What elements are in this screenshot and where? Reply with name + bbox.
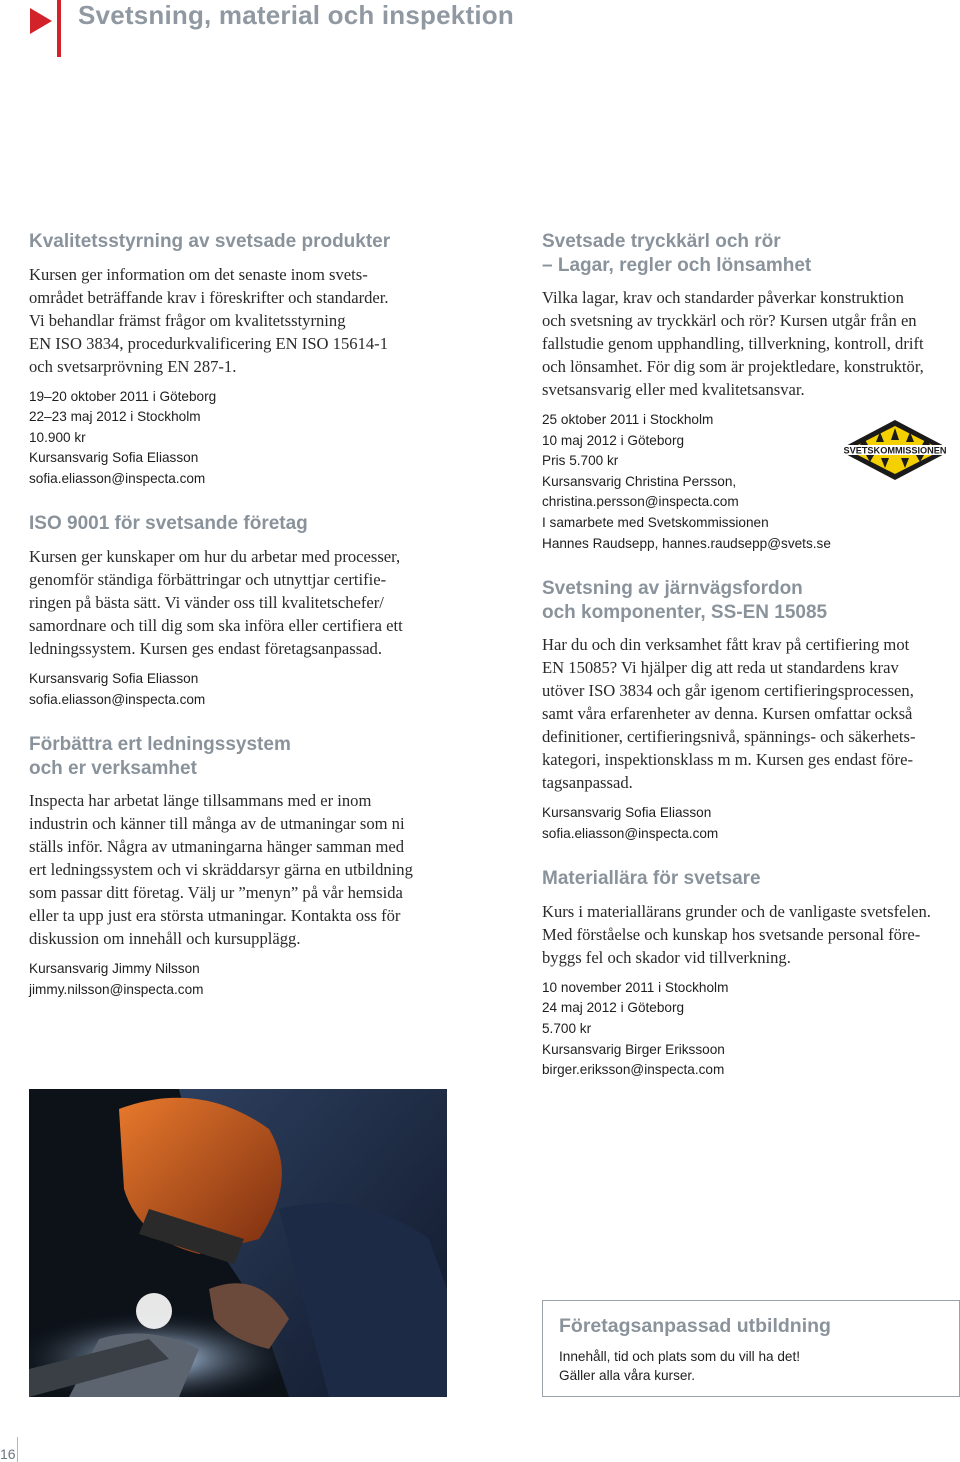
svetskommissionen-logo [830, 418, 960, 482]
info-line: 10.900 kr [29, 429, 86, 445]
course-title-line: Materiallära för svetsare [542, 868, 761, 890]
course-description [542, 633, 960, 794]
description-line: Kursen ger information om det senaste inom svets- [29, 264, 368, 284]
promo-text [559, 1348, 943, 1385]
info-line: Kursansvarig Christina Persson, [542, 473, 737, 489]
info-line: I samarbete med Svetskommissionen [542, 514, 769, 530]
course-title-line: Svetsning av järnvägsfordon [542, 578, 803, 600]
description-line: Inspecta har arbetat länge tillsammans med er inom [29, 791, 372, 811]
course-section [542, 577, 960, 844]
promo-line: Gäller alla våra kurser. [559, 1367, 695, 1383]
course-title-line: Kvalitetsstyrning av svetsade produkter [29, 231, 391, 252]
description-line: området beträffande krav i föreskrifter och standarder. [29, 287, 389, 307]
description-line: Kurs i materiallärans grunder och de vanligaste svetsfelen. [542, 901, 931, 921]
welder-photo-image [29, 1089, 447, 1397]
promo-line: Innehåll, tid och plats som du vill ha det! [559, 1349, 801, 1364]
course-title-line: Svetsade tryckkärl och rör [542, 231, 781, 252]
info-line: jimmy.nilsson@inspecta.com [29, 981, 204, 997]
info-line: 24 maj 2012 i Göteborg [542, 1000, 685, 1016]
description-line: ställs inför. Några av utmaningarna hänger samman med [29, 837, 405, 857]
description-line: genomför ständiga förbättringar och utnyttjar certifie- [29, 569, 387, 589]
course-description [29, 263, 449, 378]
description-line: Med förståelse och kunskap hos svetsande personal före- [542, 924, 921, 944]
info-line: Pris 5.700 kr [542, 453, 619, 469]
description-line: Vi behandlar främst frågor om kvalitetsstyrning [29, 310, 346, 330]
course-section [29, 733, 449, 1000]
course-info [542, 978, 960, 1081]
info-line: 10 maj 2012 i Göteborg [542, 432, 685, 448]
info-line: sofia.eliasson@inspecta.com [29, 470, 206, 486]
description-line: industrin och känner till många av de utmaningar som ni [29, 814, 405, 834]
course-title-line: och komponenter, SS-EN 15085 [542, 601, 828, 623]
course-section [29, 230, 449, 489]
info-line: Kursansvarig Sofia Eliasson [542, 805, 712, 821]
description-line: EN 15085? Vi hjälper dig att reda ut standardens krav [542, 658, 899, 678]
info-line: sofia.eliasson@inspecta.com [542, 825, 719, 841]
description-line: tagsanpassad. [542, 773, 633, 793]
description-line: byggs fel och skador vid tillverkning. [542, 947, 791, 967]
course-title [29, 230, 449, 254]
description-line: diskussion om innehåll och kursupplägg. [29, 929, 301, 949]
info-line: birger.eriksson@inspecta.com [542, 1062, 725, 1078]
info-line: Kursansvarig Jimmy Nilsson [29, 961, 200, 977]
info-line: 22–23 maj 2012 i Stockholm [29, 409, 201, 425]
description-line: Vilka lagar, krav och standarder påverkar konstruktion [542, 288, 904, 307]
description-line: ert ledningssystem och vi skräddarsyr gärna en utbildning [29, 860, 413, 880]
course-title [29, 512, 449, 536]
course-title-line: ISO 9001 för svetsande företag [29, 513, 308, 535]
course-title-line: och er verksamhet [29, 757, 197, 779]
info-line: 10 november 2011 i Stockholm [542, 979, 729, 995]
description-line: utöver ISO 3834 och går igenom certifieringsprocessen, [542, 681, 914, 701]
course-title [29, 733, 449, 780]
header-accent-bar [57, 0, 61, 57]
description-line: Har du och din verksamhet fått krav på certifiering mot [542, 635, 910, 655]
course-description [29, 545, 449, 660]
description-line: ringen på bästa sätt. Vi vänder oss till kvalitetschefer/ [29, 592, 384, 612]
description-line: samordnare och till dig som ska införa eller certifiera ett [29, 615, 403, 635]
course-section [29, 512, 449, 710]
info-line: 19–20 oktober 2011 i Göteborg [29, 388, 217, 404]
description-line: fallstudie genom upphandling, tillverkning, kontroll, drift [542, 334, 924, 353]
info-line: Hannes Raudsepp, hannes.raudsepp@svets.se [542, 535, 831, 551]
info-line: Kursansvarig Sofia Eliasson [29, 670, 199, 686]
right-column [542, 230, 960, 1104]
description-line: ledningssystem. Kursen ges endast företagsanpassad. [29, 638, 382, 658]
description-line: som passar ditt företag. Välj ur ”menyn” på vår hemsida [29, 883, 403, 903]
description-line: och svetsning av tryckkärl och rör? Kursen utgår från en [542, 311, 917, 330]
course-title-line: Förbättra ert ledningssystem [29, 734, 291, 756]
info-line: 5.700 kr [542, 1021, 592, 1037]
header-arrow-icon [30, 8, 52, 34]
info-line: 25 oktober 2011 i Stockholm [542, 412, 714, 427]
course-description [29, 789, 449, 950]
course-section [542, 867, 960, 1080]
description-line: svetsansvarig eller med kvalitetsansvar. [542, 380, 805, 399]
description-line: eller ta upp just era största utmaningar. Kontakta oss för [29, 906, 401, 926]
info-line: Kursansvarig Birger Erikssoon [542, 1041, 725, 1057]
course-section [542, 230, 960, 554]
info-line: sofia.eliasson@inspecta.com [29, 691, 206, 707]
course-title [542, 577, 960, 624]
course-info [29, 669, 449, 710]
description-line: och svetsarprövning EN 287-1. [29, 356, 237, 376]
course-info [29, 387, 449, 490]
left-column [29, 230, 449, 1023]
course-info [542, 803, 960, 844]
info-line: christina.persson@inspecta.com [542, 494, 739, 510]
svg-text:SVETSKOMMISSIONEN: SVETSKOMMISSIONEN [843, 445, 947, 456]
course-title [542, 230, 960, 277]
promo-title: Företagsanpassad utbildning [559, 1315, 831, 1337]
description-line: EN ISO 3834, procedurkvalificering EN ISO 15614-1 [29, 333, 388, 353]
welder-photo [29, 1089, 447, 1397]
page-title: Svetsning, material och inspektion [78, 0, 514, 30]
page-number: 16 [0, 1446, 16, 1462]
promo-box [542, 1300, 960, 1397]
course-description [542, 286, 960, 401]
description-line: kategori, inspektionsklass m m. Kursen ges endast före- [542, 750, 913, 770]
course-info [29, 959, 449, 1000]
course-title [542, 867, 960, 891]
course-title-line: – Lagar, regler och lönsamhet [542, 254, 812, 276]
description-line: samt våra erfarenheter av denna. Kursen omfattar också [542, 704, 913, 724]
description-line: Kursen ger kunskaper om hur du arbetar med processer, [29, 546, 401, 566]
description-line: och lönsamhet. För dig som är projektledare, konstruktör, [542, 357, 924, 376]
description-line: definitioner, certifieringsnivå, spännings- och säkerhets- [542, 727, 916, 747]
info-line: Kursansvarig Sofia Eliasson [29, 450, 199, 466]
course-description [542, 900, 960, 969]
